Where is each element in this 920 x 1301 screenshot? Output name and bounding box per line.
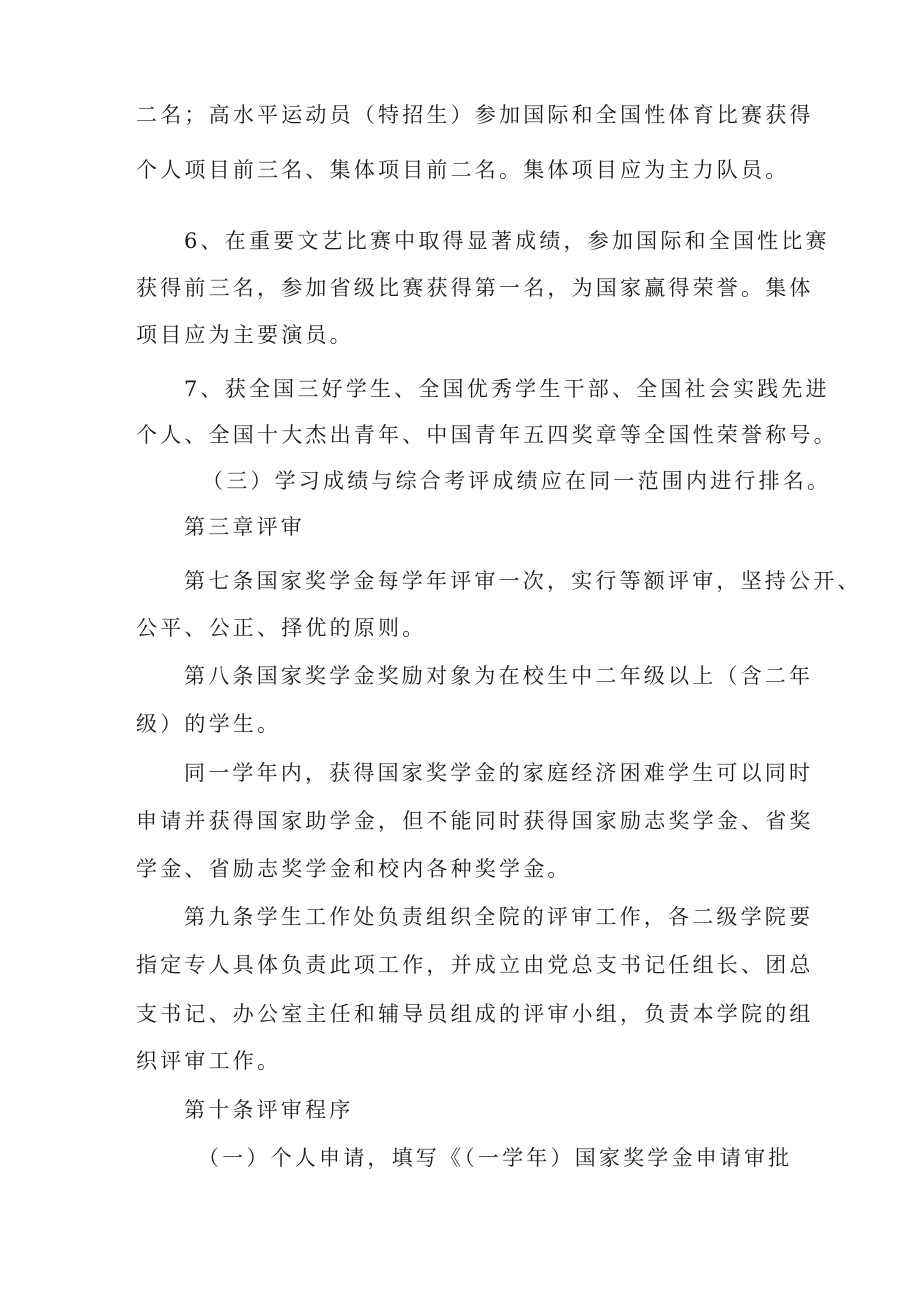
text-line-11: 公平、公正、择优的原则。 [136,616,427,640]
text-line-13: 级）的学生。 [136,712,282,736]
section-heading: 第十条评审程序 [184,1098,354,1122]
text-line-18: 指定专人具体负责此项工作，并成立由党总支书记任组长、团总 [136,953,814,977]
text-line-19: 支书记、办公室主任和辅导员组成的评审小组，负责本学院的组 [136,1002,814,1026]
text-line-5: 项目应为主要演员。 [136,323,354,347]
text-line-4: 获得前三名，参加省级比赛获得第一名，为国家赢得荣誉。集体 [136,276,814,300]
text-line-8: （三）学习成绩与综合考评成绩应在同一范围内进行排名。 [202,469,832,493]
text-line-1: 二名；高水平运动员（特招生）参加国际和全国性体育比赛获得 [136,103,814,127]
text-line-17: 第九条学生工作处负责组织全院的评审工作，各二级学院要 [184,905,814,929]
text-line-7: 个人、全国十大杰出青年、中国青年五四奖章等全国性荣誉称号。 [136,423,838,447]
text-line-10: 第七条国家奖学金每学年评审一次，实行等额评审，坚持公开、 [184,569,862,593]
text-line-6: 7、获全国三好学生、全国优秀学生干部、全国社会实践先进 [184,377,830,401]
text-line-3: 6、在重要文艺比赛中取得显著成绩，参加国际和全国性比赛 [184,229,830,253]
text-line-22: （一）个人申请，填写《（一学年）国家奖学金申请审批 [198,1146,793,1170]
text-line-16: 学金、省励志奖学金和校内各种奖学金。 [136,857,572,881]
text-line-2: 个人项目前三名、集体项目前二名。集体项目应为主力队员。 [136,158,790,182]
text-line-12: 第八条国家奖学金奖励对象为在校生中二年级以上（含二年 [184,664,814,688]
text-line-14: 同一学年内，获得国家奖学金的家庭经济困难学生可以同时 [184,761,814,785]
chapter-heading: 第三章评审 [184,515,305,539]
text-line-15: 申请并获得国家助学金，但不能同时获得国家励志奖学金、省奖 [136,809,814,833]
text-line-20: 织评审工作。 [136,1049,282,1073]
